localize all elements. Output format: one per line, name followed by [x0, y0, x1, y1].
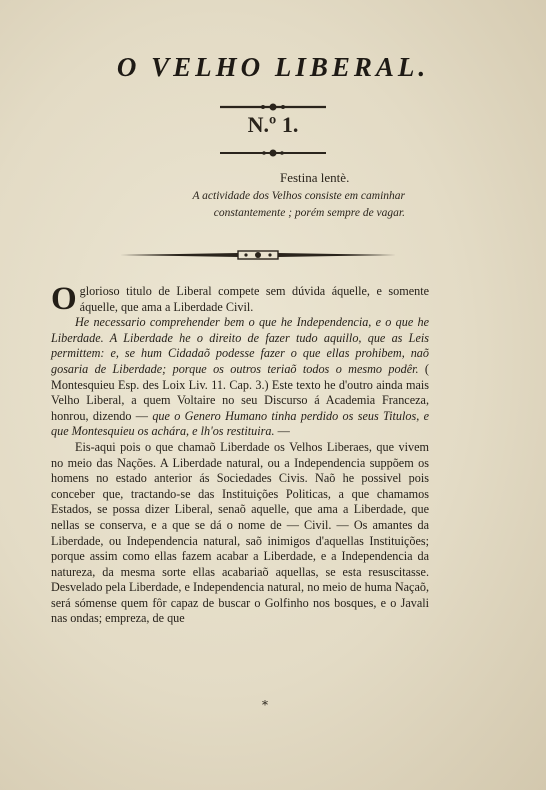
ornament-rule-middle: [0, 144, 546, 163]
ornament-rule-icon: [218, 147, 328, 159]
drop-cap: O: [51, 281, 77, 317]
epigraph-line-1: A actividade dos Velhos consiste em caminhar: [192, 190, 405, 202]
article-body: [51, 281, 430, 627]
paragraph-1-text: glorioso titulo de Liberal compete sem dúvida áquelle, e somente áquelle, que ama a Liberdade Civil.: [79, 284, 429, 314]
paragraph-3: [51, 440, 429, 627]
paragraph-1: [51, 281, 429, 317]
paragraph-3-text: Eis-aqui pois o que chamaõ Liberdade os Velhos Liberaes, que vivem no meio das Nações. A Liberdade natural, ou a Independencia suppõem os homens no estado anterior ás Sociedades Civis. Naõ he possivel pois conceber que, tractando-se das Instituições Politicas, a que chamamos Estados, se possa dizer Liberal, senaõ aquelle, que ama a Liberdade, que nellas se conserva, e a que se dá o nome de — Civil. — Os amantes da Liberdade, ou Independencia natural, saõ inimigos d'aquellas Instituições; porque assim como ellas fazem acabar a Liberdade, e a Independencia da natureza, da mesma sorte ellas acabariaõ aquellas, se esta resuscitasse. Desvelado pela Liberdade, e Independencia natural, no meio de huma Naçaõ, será sómense quem fôr capaz de buscar o Golfinho nos bosques, e o Javali nas ondas; empreza, de que: [51, 439, 429, 626]
paragraph-2: [51, 315, 429, 440]
paragraph-2-end: —: [274, 424, 290, 439]
paragraph-2-citation: ( Montesquieu Esp. des Loix Liv. 11. Cap. 3.) Este texto he d'outro ainda mais Velho Liberal, a quem Voltaire no seu Discurso á Academia Franceza, honrou, dizendo —: [51, 361, 429, 423]
paragraph-2-quote: He necessario comprehender bem o que he Independencia, e o que he Liberdade. A Liberdade he o direito de fazer tudo aquillo, que as Leis permittem: e, se hum Cidadaõ podesse fazer o que ellas prohibem, naõ gosaria de Liberdade; porque os outros teriaõ todos o mesmo podêr.: [51, 315, 429, 376]
epigraph-line-2: constantemente ; porém sempre de vagar.: [213, 207, 405, 219]
issue-number: N.º 1.: [247, 112, 299, 137]
ornament-divider: [0, 247, 531, 266]
masthead-title: O VELHO LIBERAL.: [116, 52, 430, 82]
paragraph-2-quote-b: que o Genero Humano tinha perdido os seus Titulos, e que Montesquieu os achára, e lh'os restituira.: [51, 408, 430, 439]
epigraph-title: Festina lentè.: [280, 170, 350, 185]
footer-mark: *: [262, 698, 268, 712]
ornament-divider-icon: [118, 248, 398, 262]
